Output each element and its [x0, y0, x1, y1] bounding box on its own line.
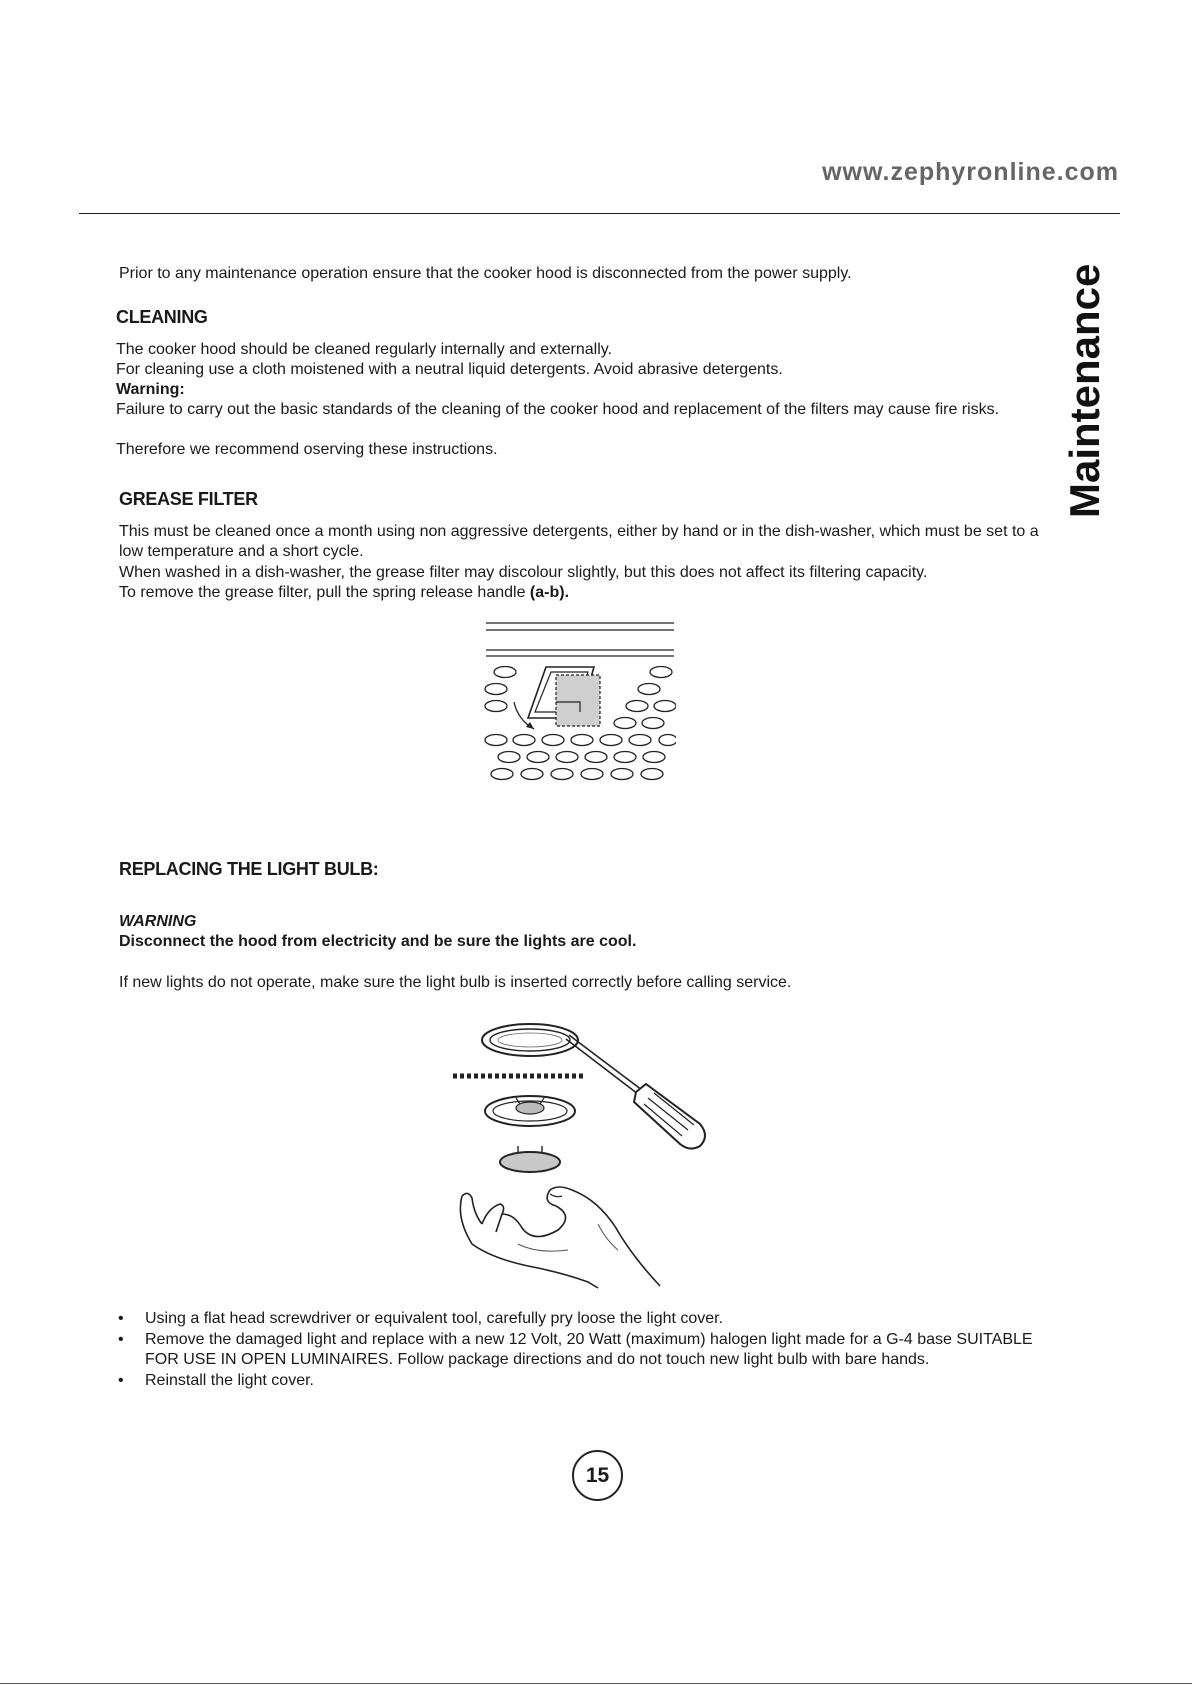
cleaning-line-2: For cleaning use a cloth moistened with a neutral liquid detergents. Avoid abrasive detergents. — [116, 361, 783, 378]
bullet-symbol: • — [118, 1331, 124, 1348]
step-text: Reinstall the light cover. — [145, 1372, 314, 1389]
grease-filter-para-2: When washed in a dish-washer, the grease filter may discolour slightly, but this does not affect its filtering capacity. — [119, 564, 928, 581]
light-bulb-note: If new lights do not operate, make sure the light bulb is inserted correctly before calling service. — [119, 974, 792, 991]
grease-filter-illustration — [484, 620, 676, 785]
page-bottom-edge — [0, 1683, 1192, 1684]
section-tab-maintenance: Maintenance — [1061, 263, 1108, 518]
list-item — [118, 1371, 1038, 1391]
list-item — [118, 1309, 1038, 1329]
grease-filter-para-3-text: To remove the grease filter, pull the spring release handle — [119, 584, 530, 601]
header-divider — [79, 213, 1120, 214]
cleaning-warning-label: Warning: — [116, 381, 185, 398]
light-bulb-heading: REPLACING THE LIGHT BULB: — [119, 859, 379, 879]
grease-filter-handle-ref: (a-b). — [529, 584, 570, 601]
light-bulb-illustration — [448, 1018, 718, 1290]
step-text: Remove the damaged light and replace with a new 12 Volt, 20 Watt (maximum) halogen light made for a G-4 base SUITABLE FOR USE IN OPEN LUMINAIRES. Follow package directions and do not touch new light bulb with bare hands. — [145, 1331, 1033, 1368]
intro-text: Prior to any maintenance operation ensure that the cooker hood is disconnected from the power supply. — [119, 265, 852, 282]
bullet-symbol: • — [118, 1372, 124, 1389]
list-item — [118, 1330, 1038, 1370]
light-bulb-warning-label: WARNING — [119, 913, 197, 930]
website-url: www.zephyronline.com — [822, 158, 1119, 186]
light-bulb-steps-list — [118, 1309, 1038, 1392]
page-number: 15 — [572, 1450, 623, 1501]
bullet-symbol: • — [118, 1310, 124, 1327]
cleaning-line-3: Therefore we recommend oserving these instructions. — [116, 441, 498, 458]
cleaning-heading: CLEANING — [116, 307, 208, 327]
grease-filter-para-1: This must be cleaned once a month using non aggressive detergents, either by hand or in the dish-washer, which must be set to a low temperature and a short cycle. — [119, 523, 1039, 560]
cleaning-warning-text: Failure to carry out the basic standards of the cleaning of the cooker hood and replacement of the filters may cause fire risks. — [116, 401, 1000, 418]
light-bulb-warning-text: Disconnect the hood from electricity and be sure the lights are cool. — [119, 933, 637, 950]
cleaning-line-1: The cooker hood should be cleaned regularly internally and externally. — [116, 341, 613, 358]
step-text: Using a flat head screwdriver or equivalent tool, carefully pry loose the light cover. — [145, 1310, 724, 1327]
grease-filter-para-3 — [119, 583, 569, 603]
grease-filter-heading: GREASE FILTER — [119, 489, 258, 509]
